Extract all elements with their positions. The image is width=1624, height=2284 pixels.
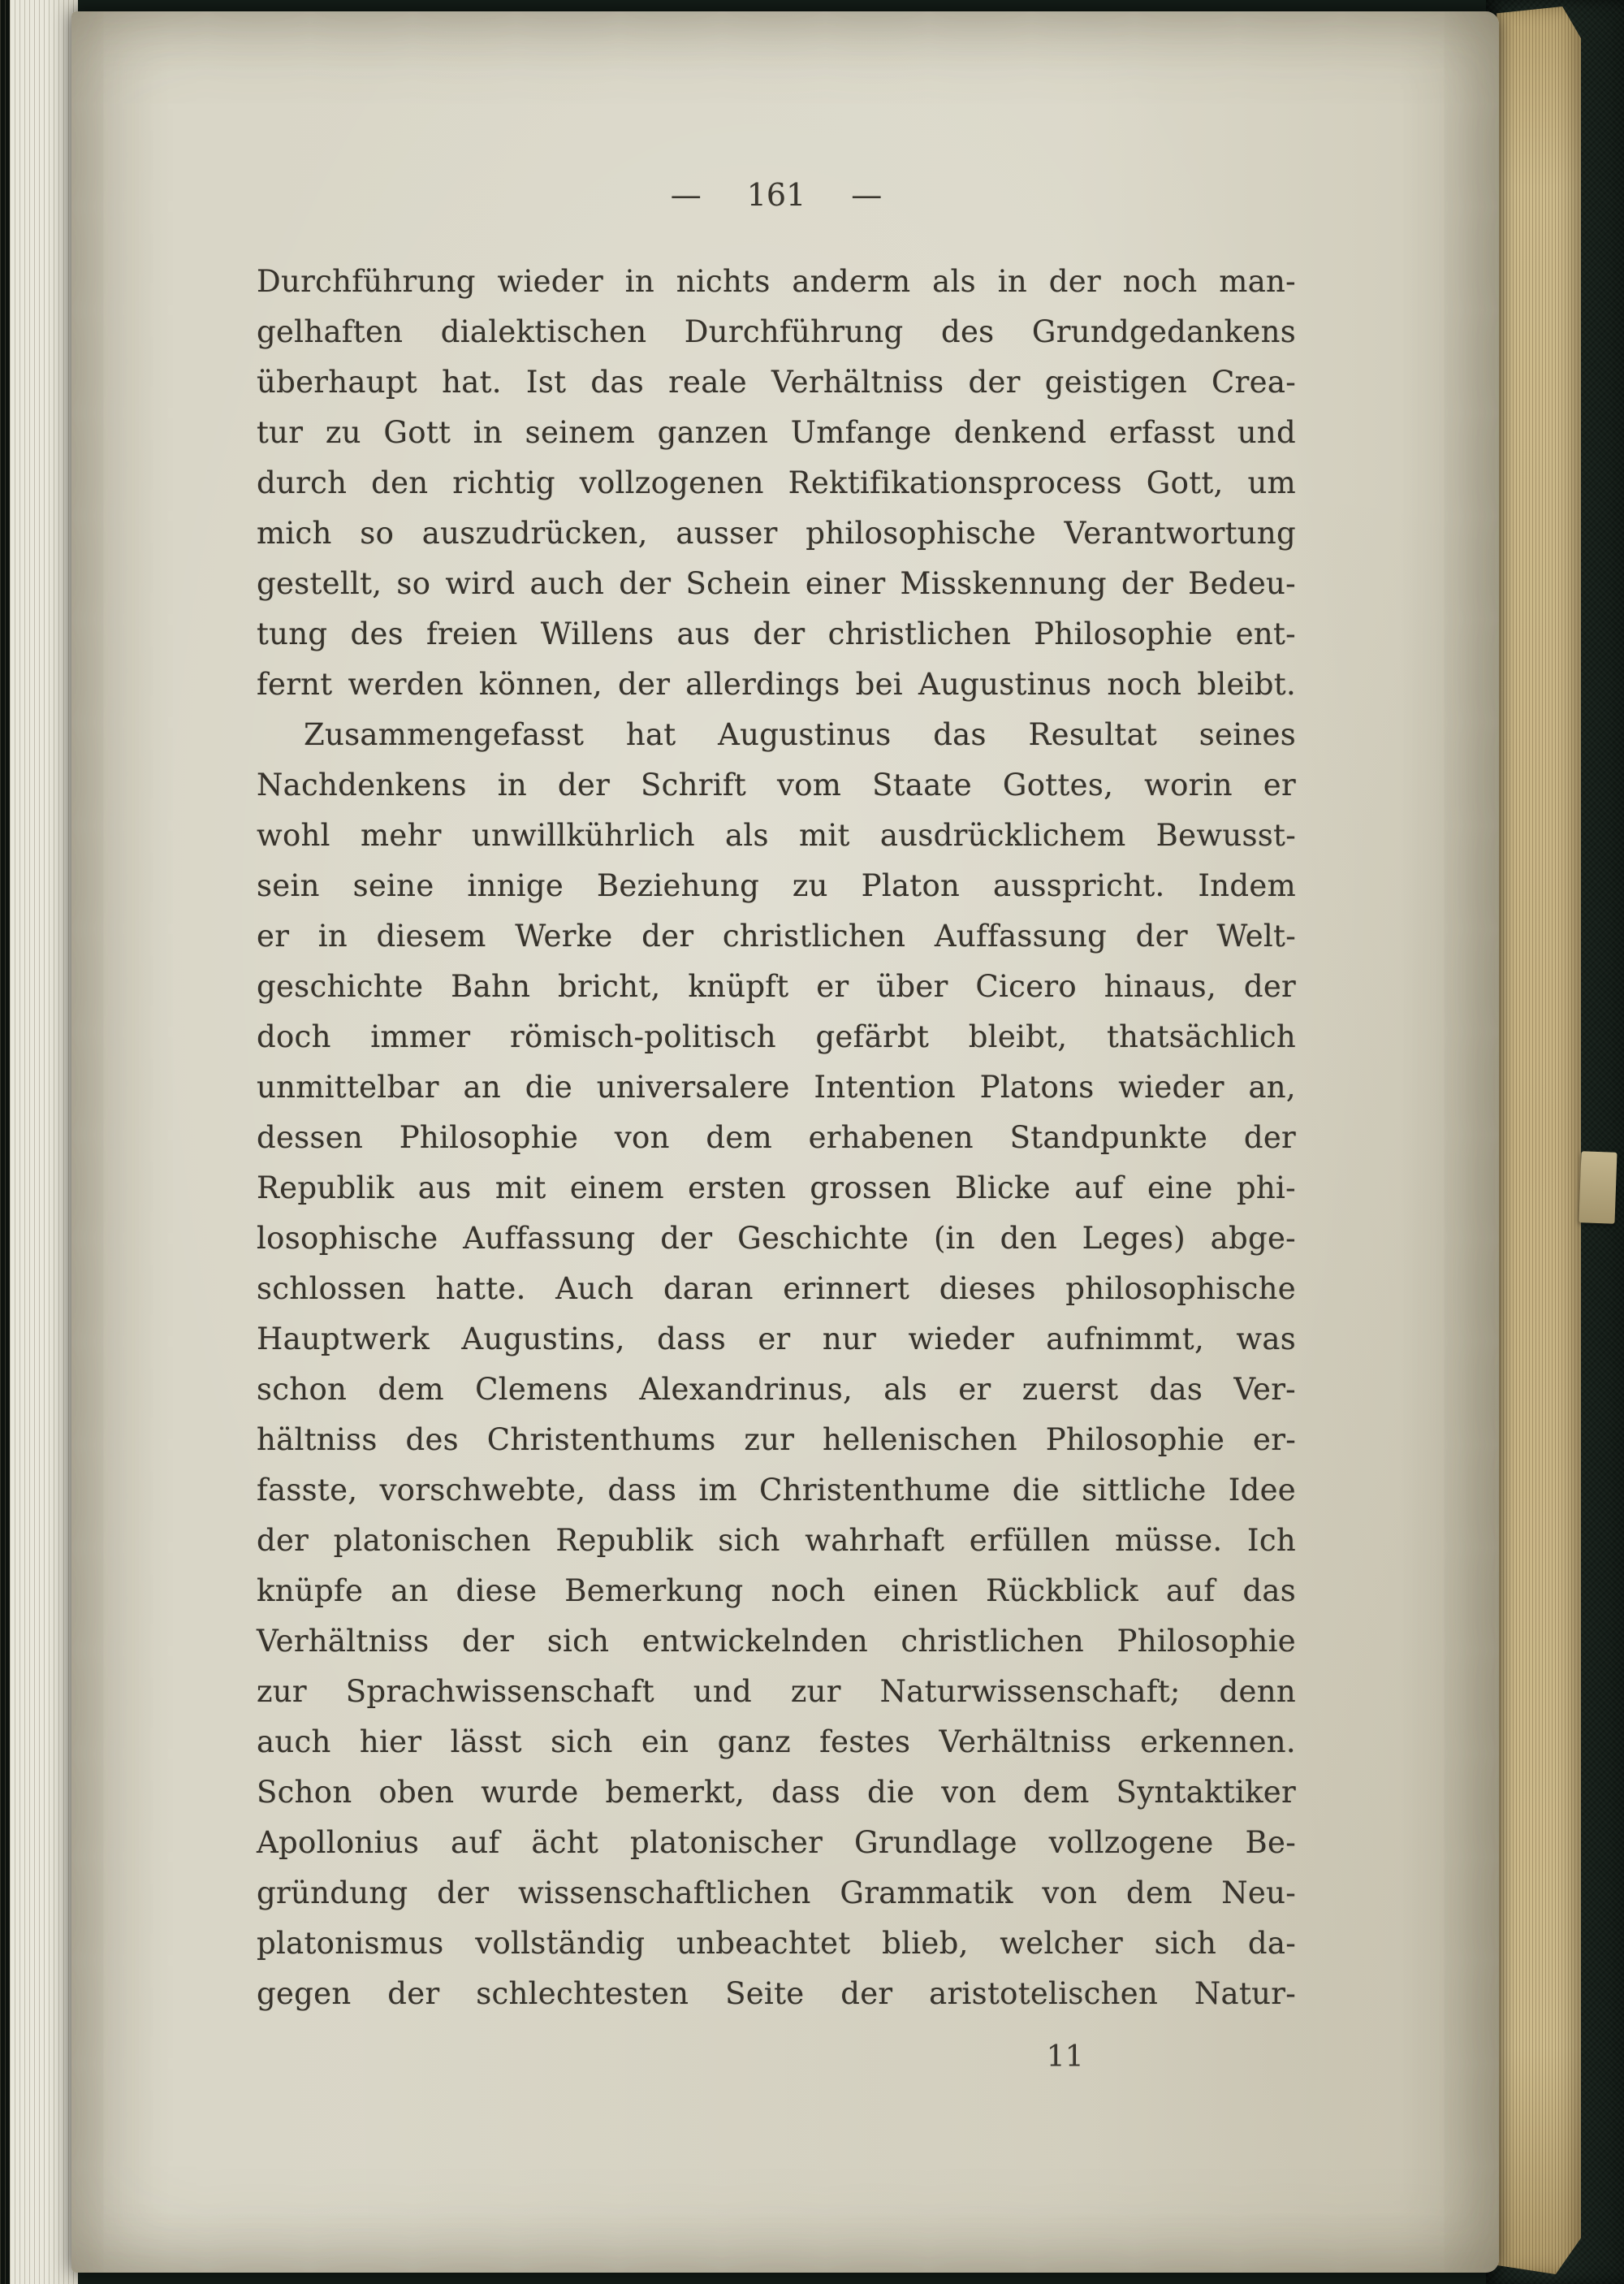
text-line: tung des freien Willens aus der christlichen Philosophie ent- — [257, 616, 1296, 651]
text-line: zur Sprachwissenschaft und zur Naturwissenschaft; denn — [257, 1674, 1296, 1709]
text-line: fasste, vorschwebte, dass im Christenthume die sittliche Idee — [257, 1473, 1296, 1508]
text-line: Hauptwerk Augustins, dass er nur wieder aufnimmt, was — [257, 1322, 1296, 1356]
text-line: knüpfe an diese Bemerkung noch einen Rückblick auf das — [257, 1573, 1296, 1608]
signature-mark: 11 — [1046, 2040, 1084, 2074]
text-line: Nachdenkens in der Schrift vom Staate Gottes, worin er — [257, 768, 1296, 802]
paragraph — [257, 710, 1296, 2019]
text-line: gegen der schlechtesten Seite der aristotelischen Natur- — [257, 1976, 1296, 2011]
text-line: Apollonius auf ächt platonischer Grundlage vollzogene Be- — [257, 1825, 1296, 1860]
text-line: doch immer römisch-politisch gefärbt bleibt, thatsächlich — [257, 1019, 1296, 1054]
text-line: Schon oben wurde bemerkt, dass die von dem Syntaktiker — [257, 1775, 1296, 1810]
header-dash-right: — — [851, 177, 883, 213]
text-line: sein seine innige Beziehung zu Platon ausspricht. Indem — [257, 868, 1296, 903]
bookmark-tab — [1579, 1151, 1617, 1223]
book-page — [71, 11, 1499, 2273]
text-line: Verhältniss der sich entwickelnden christlichen Philosophie — [257, 1624, 1296, 1659]
text-line: gründung der wissenschaftlichen Grammatik von dem Neu- — [257, 1875, 1296, 1910]
text-line: er in diesem Werke der christlichen Auffassung der Welt- — [257, 919, 1296, 954]
text-line: losophische Auffassung der Geschichte (in den Leges) abge- — [257, 1221, 1296, 1256]
text-line: überhaupt hat. Ist das reale Verhältniss der geistigen Crea- — [257, 365, 1296, 400]
text-line: geschichte Bahn bricht, knüpft er über Cicero hinaus, der — [257, 969, 1296, 1004]
text-line: mich so auszudrücken, ausser philosophische Verantwortung — [257, 516, 1296, 551]
paragraph — [257, 257, 1296, 710]
page-content — [71, 11, 1499, 2273]
text-line: Zusammengefasst hat Augustinus das Resultat seines — [304, 717, 1296, 752]
facing-page-edges — [0, 0, 78, 2284]
text-line: wohl mehr unwillkührlich als mit ausdrücklichem Bewusst- — [257, 818, 1296, 853]
text-line: tur zu Gott in seinem ganzen Umfange denkend erfasst und — [257, 415, 1296, 450]
text-line: durch den richtig vollzogenen Rektifikationsprocess Gott, um — [257, 465, 1296, 500]
text-line: fernt werden können, der allerdings bei Augustinus noch bleibt. — [257, 667, 1296, 702]
text-line: auch hier lässt sich ein ganz festes Verhältniss erkennen. — [257, 1724, 1296, 1759]
text-line: gelhaften dialektischen Durchführung des Grundgedankens — [257, 314, 1296, 349]
header-dash-left: — — [670, 177, 702, 213]
text-line: hältniss des Christenthums zur hellenischen Philosophie er- — [257, 1422, 1296, 1457]
text-line: Durchführung wieder in nichts anderm als in der noch man- — [257, 264, 1296, 299]
text-line: platonismus vollständig unbeachtet blieb, welcher sich da- — [257, 1926, 1296, 1961]
text-block — [257, 257, 1296, 2019]
text-line: gestellt, so wird auch der Schein einer Misskennung der Bedeu- — [257, 566, 1296, 601]
text-line: dessen Philosophie von dem erhabenen Standpunkte der — [257, 1120, 1296, 1155]
page-number: 161 — [746, 177, 806, 213]
text-line: schlossen hatte. Auch daran erinnert dieses philosophische — [257, 1271, 1296, 1306]
page-header — [257, 174, 1296, 216]
text-line: unmittelbar an die universalere Intention Platons wieder an, — [257, 1070, 1296, 1105]
page-edge-stack — [1497, 6, 1581, 2274]
text-line: der platonischen Republik sich wahrhaft erfüllen müsse. Ich — [257, 1523, 1296, 1558]
text-line: Republik aus mit einem ersten grossen Blicke auf eine phi- — [257, 1170, 1296, 1205]
text-line: schon dem Clemens Alexandrinus, als er zuerst das Ver- — [257, 1372, 1296, 1407]
